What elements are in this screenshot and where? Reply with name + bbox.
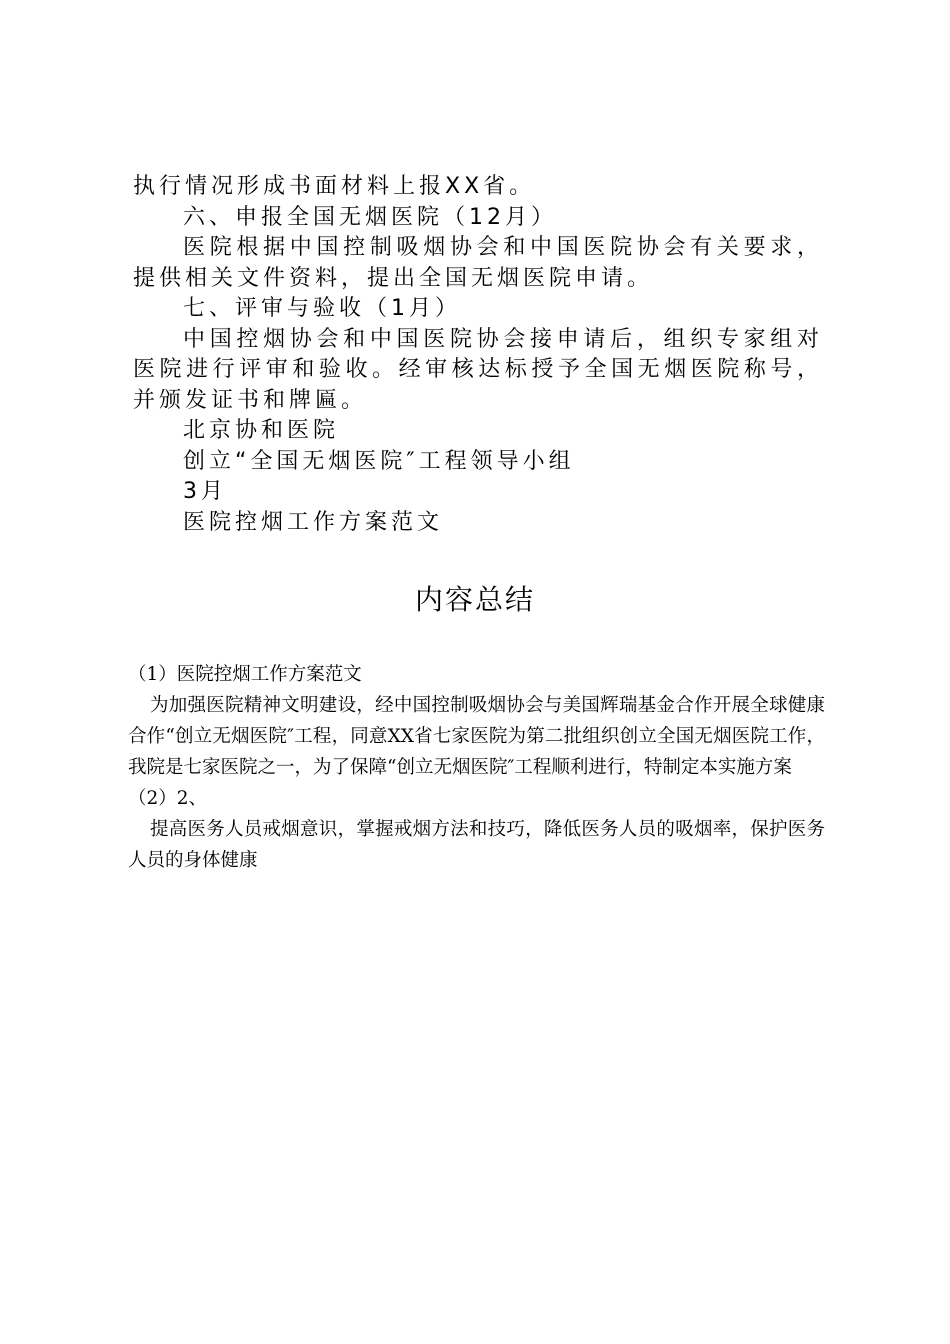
signature-org: 北京协和医院 [183, 418, 340, 443]
section-heading-7: 七、评审与验收（1月） [183, 296, 461, 321]
summary-item-2-text: 提高医务人员戒烟意识，掌握戒烟方法和技巧，降低医务人员的吸烟率，保护医务人员的身体健康 [128, 819, 825, 871]
document-title-line: 医院控烟工作方案范文 [183, 509, 444, 535]
signature-group: 创立“全国无烟医院″工程领导小组 [183, 448, 575, 474]
section-heading-6: 六、申报全国无烟医院（12月） [183, 204, 557, 230]
signature-date: 3月 [183, 479, 227, 504]
summary-item-2-label: （2）2、 [128, 788, 208, 809]
summary-section [128, 659, 825, 876]
summary-item-1-label: （1）医院控烟工作方案范文 [128, 664, 362, 685]
section-paragraph-6: 医院根据中国控制吸烟协会和中国医院协会有关要求，提供相关文件资料，提出全国无烟医院申请。 [133, 235, 823, 291]
summary-title: 内容总结 [414, 583, 535, 616]
section-paragraph-7: 中国控烟协会和中国医院协会接申请后，组织专家组对医院进行评审和验收。经审核达标授予全国无烟医院称号，并颁发证书和牌匾。 [133, 326, 823, 413]
summary-item-1-text: 为加强医院精神文明建设，经中国控制吸烟协会与美国辉瑞基金合作开展全球健康合作“创立无烟医院″工程，同意XX省七家医院为第二批组织创立全国无烟医院工作，我院是七家医院之一，为了保障“创立无烟医院″工程顺利进行，特制定本实施方案 [128, 695, 825, 778]
document-body [133, 172, 823, 538]
body-line: 执行情况形成书面材料上报XX省。 [133, 174, 536, 199]
